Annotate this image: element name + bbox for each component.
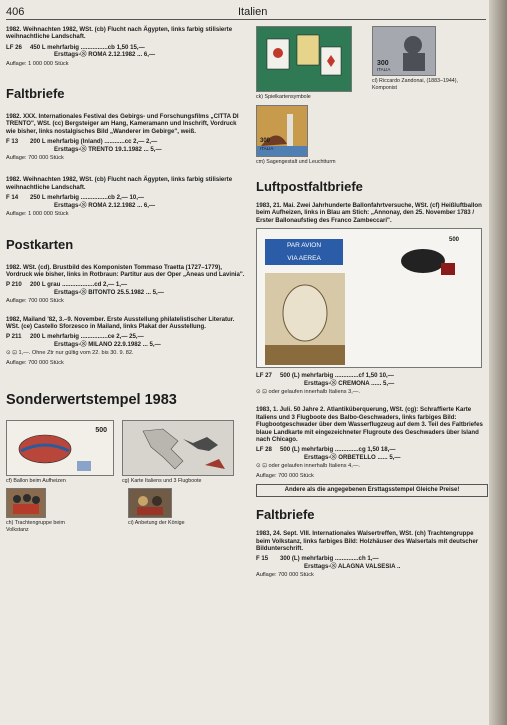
- stamp-caption: ck) Spielkartensymbole: [256, 94, 311, 100]
- entry-sub: Ersttags-Ⓢ BITONTO 25.5.1982 ... 5,—: [54, 288, 164, 296]
- entry-auflage: Auflage: 700 000 Stück: [256, 472, 314, 479]
- stamp-cf: [6, 420, 114, 485]
- left-column: [6, 26, 248, 533]
- airmail-label-par-avion: PAR AVION: [286, 242, 322, 250]
- entry-desc: 1982. Weihnachten 1982, WSt. (cb) Flucht nach Ägypten, links farbig stilisierte weihnachtliche Landschaft.: [6, 26, 233, 41]
- entry-auflage: Auflage: 1 000 000 Stück: [6, 211, 69, 218]
- stamp-row-top: [256, 26, 488, 101]
- letter-card-image: [256, 228, 482, 368]
- entry-p211: [6, 316, 248, 367]
- right-column: [256, 26, 488, 580]
- entry-f14: [6, 176, 248, 218]
- entry-lf27: [256, 202, 488, 396]
- section-heading-faltbriefe: Faltbriefe: [6, 86, 65, 102]
- section-heading-sonderwertstempel: Sonderwertstempel 1983: [6, 391, 177, 408]
- entry-desc: 1982. Weihnachten 1982, WSt. (cb) Flucht nach Ägypten, links farbig stilisierte weihnachtliche Landschaft.: [6, 176, 233, 191]
- entry-line: 200 L mehrfarbig ................ce 2,— 25,—: [30, 333, 144, 341]
- stamp-image: [372, 26, 436, 76]
- stamp-country: ITALIA: [260, 146, 274, 152]
- entry-code: P 211: [6, 333, 22, 341]
- entry-code: LF 28: [256, 446, 272, 454]
- stamp-caption: cg) Karte Italiens und 3 Flugboote: [122, 477, 202, 484]
- airmail-label-via-aerea: VIA AEREA: [287, 255, 321, 263]
- stamp-row-2: [6, 488, 248, 533]
- entry-line: 450 L mehrfarbig ................cb 1,50 15,—: [30, 43, 145, 51]
- entry-note: ⊙ ⊡ oder gelaufen innerhalb Italiens 3,—.: [256, 389, 360, 396]
- stamp-caption: cf) Ballon beim Aufheizen: [6, 477, 66, 484]
- entry-code: P 210: [6, 281, 22, 289]
- entry-line: 500 (L) mehrfarbig ..............cf 1,50 10,—: [280, 372, 394, 380]
- entry-note: ⊙ ⊡ oder gelaufen innerhalb Italiens 4,—.: [256, 463, 360, 470]
- folk-dance-icon: [7, 489, 45, 517]
- entry-sub: Ersttags-Ⓢ CREMONA ...... 5,—: [304, 379, 395, 387]
- entry-line: 250 L mehrfarbig ................cb 2,— 10,—: [30, 194, 145, 202]
- stamp-image: [6, 488, 46, 518]
- page-binding-shadow: [489, 0, 507, 725]
- entry-desc: 1982. XXX. Internationales Festival des Gebirgs- und Forschungsfilms „CITTA DI TRENTO", WSt. (cc) Bergsteiger am Hang, Kameramann und Inschrift, Vordruck wie bisher, links nostalgisches Bild „Wanderer im Gebirge", weiß.: [6, 113, 239, 135]
- entry-sub: Ersttags-Ⓢ ROMA 2.12.1982 ... 6,—: [54, 201, 156, 209]
- entry-auflage: Auflage: 700 000 Stück: [256, 572, 314, 579]
- section-heading-postkarten: Postkarten: [6, 236, 74, 252]
- entry-auflage: Auflage: 700 000 Stück: [6, 155, 64, 162]
- stamp-caption: ci) Anbetung der Könige: [128, 520, 185, 527]
- stamp-ci: [128, 488, 218, 533]
- stamp-cl: [372, 26, 482, 101]
- entry-desc: 1983, 24. Sept. VIII. Internationales Walsertreffen, WSt. (ch) Trachtengruppe beim Volkstanz, links farbiges Bild: Holzhäuser des Walsertals mit deutscher Bildunterschrift.: [256, 530, 479, 552]
- stamp-caption: cm) Sagengestalt und Leuchtturm: [256, 158, 336, 165]
- entry-desc: 1982, Mailand '82, 3.–9. November. Erste Ausstellung philatelistischer Literatur. WSt. (ce) Castello Sforzesco in Mailand, links Plakat der Ausstellung.: [6, 315, 235, 330]
- entry-desc: 1983, 1. Juli. 50 Jahre 2. Atlantiküberquerung, WSt. (cg): Schraffierte Karte Italiens und 3 Flugboote des Balbo-Geschwaders, links farbiges Bild: Flugbootgeschwader über dem Wasserflugzeug auf dem 3. Teil des Faltbriefes blaue Landkarte mit eingezeichneter Flugroute des Geschwaders über Island nach Chicago.: [256, 406, 483, 444]
- section-heading-faltbriefe-right: Faltbriefe: [256, 507, 315, 523]
- stamp-value: 300: [260, 138, 271, 145]
- stamp-image: [122, 420, 234, 476]
- section-heading-luftpost: Luftpostfaltbriefe: [256, 179, 363, 194]
- adoration-icon: [129, 489, 171, 517]
- stamp-country: ITALIA: [377, 66, 391, 72]
- stamp-image: [128, 488, 172, 518]
- entry-f15: [256, 530, 488, 579]
- balloon-picture-icon: [265, 273, 345, 365]
- entry-line: 300 (L) mehrfarbig ..............ch 1,—: [280, 555, 379, 563]
- stamp-image: [256, 105, 308, 157]
- entry-code: F 14: [6, 194, 19, 202]
- entry-desc: 1982. WSt. (cd). Brustbild des Komponisten Tommaso Traetta (1727–1779), Vordruck wie bisher, links in Rotbraun: Partitur aus der Oper „Aneas und Lavinia".: [6, 263, 245, 278]
- entry-code: F 13: [6, 138, 19, 146]
- page-number: 406: [6, 6, 25, 18]
- entry-desc: 1983, 21. Mai. Zwei Jahrhunderte Ballonfahrtversuche, WSt. (cf) Heißluftballon beim Aufheizen, links in Blau am Stich: „Annonay, den 25. November 1783 / Erster Ballonaufstieg des Franco Zambeccari".: [256, 202, 482, 224]
- stamp-value: 500: [95, 426, 107, 434]
- entry-p210: [6, 264, 248, 306]
- playing-cards-icon: [257, 27, 351, 91]
- entry-sub: Ersttags-Ⓢ ROMA 2.12.1982 ... 6,—: [54, 51, 156, 59]
- entry-sub: Ersttags-Ⓢ MILANO 22.9.1982 ... 5,—: [54, 340, 161, 348]
- entry-lf26: [6, 26, 248, 68]
- stamp-image: [6, 420, 114, 476]
- entry-line: 200 L grau ...................cd 2,— 1,—: [30, 281, 128, 289]
- stamp-cg: [122, 420, 234, 485]
- entry-auflage: Auflage: 700 000 Stück: [6, 298, 64, 305]
- entry-code: F 15: [256, 555, 269, 563]
- map-icon: [123, 421, 233, 475]
- stamp-cm: [256, 105, 366, 166]
- entry-f13: [6, 113, 248, 162]
- entry-line: 200 L mehrfarbig (Inland) ............cc 2,— 2,—: [30, 138, 158, 146]
- airmail-label: [265, 239, 343, 265]
- entry-sub: Ersttags-Ⓢ TRENTO 19.1.1982 ... 5,—: [54, 145, 162, 153]
- balloon-stamp-icon: [395, 239, 465, 281]
- entry-sub: Ersttags-Ⓢ ORBETELLO ...... 5,—: [304, 453, 401, 461]
- entry-code: LF 26: [6, 43, 22, 51]
- entry-code: LF 27: [256, 372, 272, 380]
- entry-sub: Ersttags-Ⓢ ALAGNA VALSESIA ..: [304, 562, 401, 570]
- entry-note: ⊙ ⊡ 1,—. Ohne Ztr nur gültig vom 22. bis 30. 9. 82.: [6, 350, 134, 357]
- page-header: [6, 6, 486, 20]
- stamp-ck: [256, 26, 360, 101]
- stamp-caption: ch) Trachtengruppe beim Volkstanz: [6, 520, 65, 533]
- entry-auflage: Auflage: 1 000 000 Stück: [6, 60, 69, 67]
- stamp-row-1: [6, 420, 248, 485]
- card-value: 500: [449, 237, 460, 244]
- price-note-box: Andere als die angegebenen Ersttagsstempel Gleiche Preise!: [256, 484, 488, 497]
- entry-lf28: [256, 406, 488, 480]
- stamp-image: [256, 26, 352, 92]
- stamp-ch: [6, 488, 66, 533]
- page-country: Italien: [238, 6, 268, 18]
- stamp-value: 300: [377, 59, 389, 67]
- entry-line: 500 (L) mehrfarbig ..............cg 1,50 18,—: [280, 446, 396, 454]
- entry-auflage: Auflage: 700 000 Stück: [6, 359, 64, 366]
- stamp-caption: cl) Riccardo Zandonai, (1883–1944), Komponist: [372, 78, 458, 91]
